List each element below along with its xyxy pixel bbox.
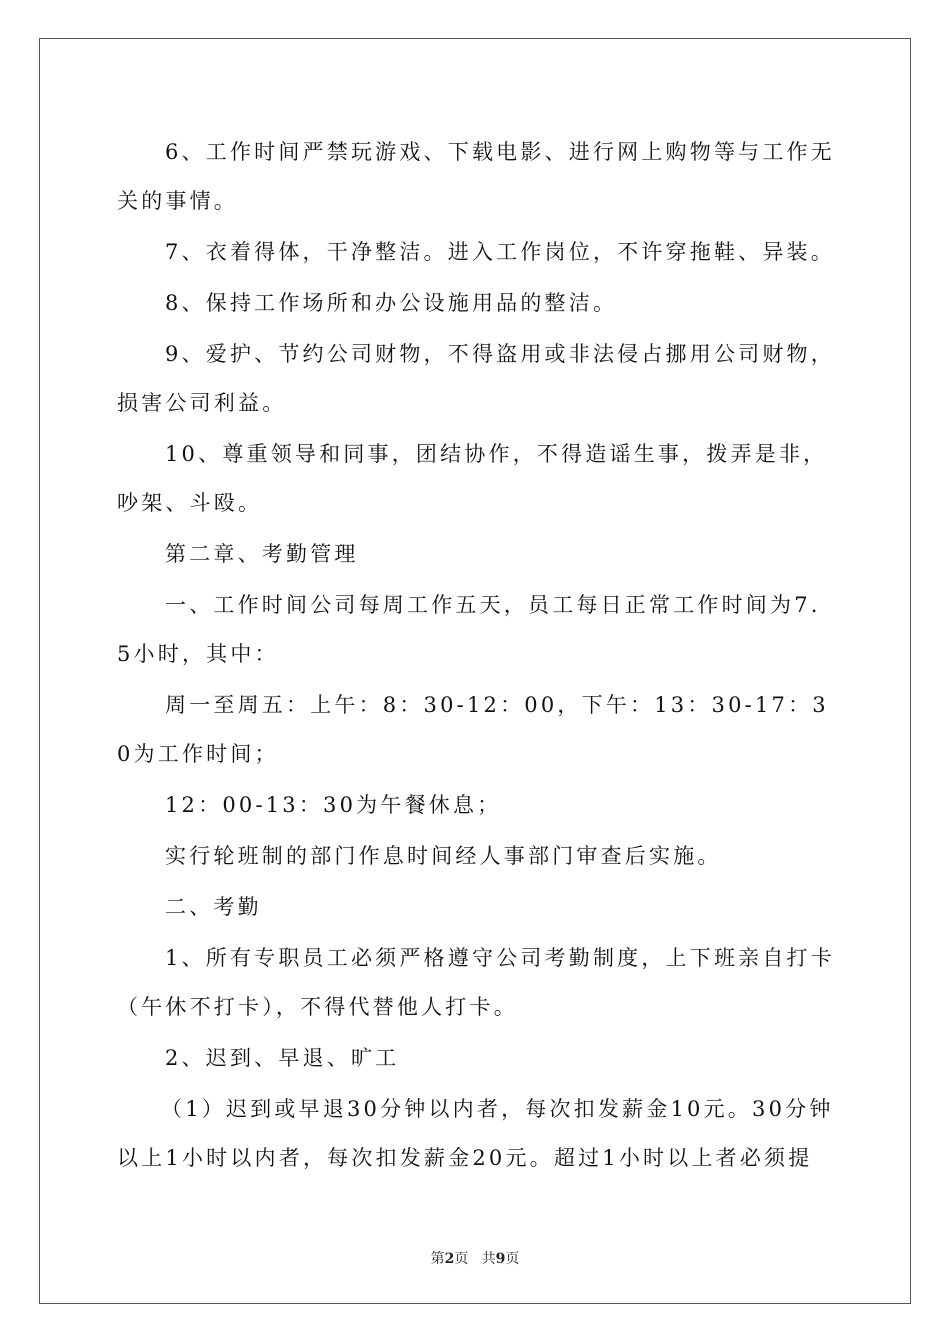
total-suffix: 页 [505, 1251, 520, 1267]
document-body [117, 128, 837, 1185]
paragraph-late-absent-heading: 2、迟到、早退、旷工 [165, 1046, 400, 1070]
page-prefix: 第 [430, 1251, 445, 1267]
paragraph-9: 9、爱护、节约公司财物，不得盗用或非法侵占挪用公司财物，损害公司利益。 [117, 342, 835, 415]
page-total-number: 9 [495, 1251, 506, 1267]
section-attendance-heading: 二、考勤 [165, 895, 262, 919]
page-footer [0, 1248, 950, 1268]
paragraph-weekday-schedule: 周一至周五：上午：8：30-12：00，下午：13：30-17：30为工作时间； [117, 693, 829, 766]
paragraph-6: 6、工作时间严禁玩游戏、下载电影、进行网上购物等与工作无关的事情。 [117, 140, 835, 213]
paragraph-10: 10、尊重领导和同事，团结协作，不得造谣生事，拨弄是非，吵架、斗殴。 [117, 442, 828, 515]
paragraph-clock-in-rule: 1、所有专职员工必须严格遵守公司考勤制度，上下班亲自打卡（午休不打卡），不得代替他人打卡。 [117, 946, 835, 1019]
chapter-heading: 第二章、考勤管理 [165, 542, 359, 566]
paragraph-work-hours: 一、工作时间公司每周工作五天，员工每日正常工作时间为7.5小时，其中： [117, 593, 821, 666]
paragraph-8: 8、保持工作场所和办公设施用品的整洁。 [165, 291, 618, 315]
total-prefix: 共 [481, 1251, 496, 1267]
paragraph-shift-rule: 实行轮班制的部门作息时间经人事部门审查后实施。 [165, 844, 722, 868]
page-current-number: 2 [444, 1251, 455, 1267]
paragraph-lunch-break: 12：00-13：30为午餐休息； [165, 793, 502, 817]
page-suffix: 页 [454, 1251, 469, 1267]
paragraph-late-penalty: （1）迟到或早退30分钟以内者，每次扣发薪金10元。30分钟以上1小时以内者，每次扣发薪金20元。超过1小时以上者必须提 [117, 1097, 834, 1170]
paragraph-7: 7、衣着得体，干净整洁。进入工作岗位，不许穿拖鞋、异装。 [165, 240, 835, 264]
